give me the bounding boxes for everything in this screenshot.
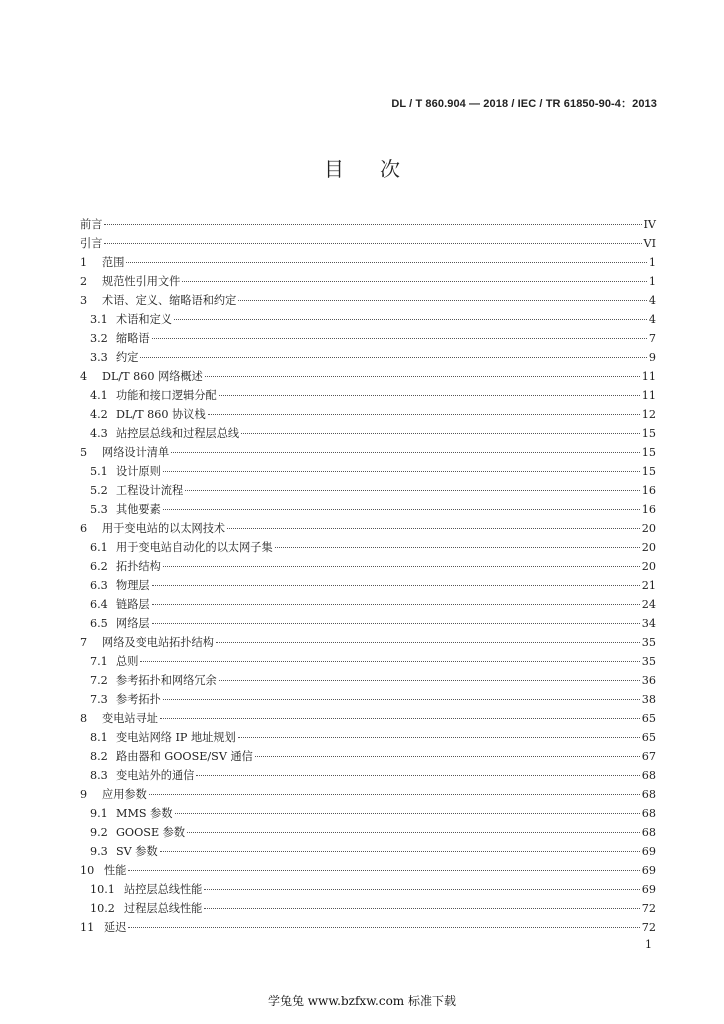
toc-entry-page: 20 [641, 522, 656, 535]
toc-entry[interactable] [80, 424, 656, 443]
toc-entry[interactable] [80, 291, 656, 310]
toc-entry[interactable] [80, 234, 656, 253]
toc-entry-title: 参考拓扑 [116, 693, 161, 706]
toc-entry-page: 20 [641, 541, 656, 554]
toc-entry-number: 6.2 [90, 560, 108, 573]
toc-entry-page: 69 [641, 864, 656, 877]
toc-leader-dots [216, 642, 640, 643]
toc-entry[interactable] [80, 785, 656, 804]
toc-entry[interactable] [80, 519, 656, 538]
toc-entry[interactable] [80, 690, 656, 709]
toc-leader-dots [163, 509, 640, 510]
toc-entry-page: 4 [648, 294, 656, 307]
toc-entry-title: 站控层总线和过程层总线 [116, 427, 240, 440]
toc-entry-number: 7.3 [90, 693, 108, 706]
toc-entry-page: 68 [641, 826, 656, 839]
toc-leader-dots [174, 319, 647, 320]
toc-entry-number: 6.1 [90, 541, 108, 554]
toc-entry[interactable] [80, 899, 656, 918]
toc-leader-dots [208, 414, 640, 415]
toc-entry-title: 设计原则 [116, 465, 161, 478]
toc-entry-number: 5.1 [90, 465, 108, 478]
toc-entry-title: 站控层总线性能 [124, 883, 203, 896]
toc-entry-number: 3.1 [90, 313, 108, 326]
toc-entry-number: 8.3 [90, 769, 108, 782]
toc-leader-dots [204, 889, 639, 890]
toc-entry-number: 4.3 [90, 427, 108, 440]
toc-entry-title: 性能 [104, 864, 127, 877]
toc-entry-page: 65 [641, 731, 656, 744]
toc-entry-title: 其他要素 [116, 503, 161, 516]
toc-entry[interactable] [80, 367, 656, 386]
toc-entry[interactable] [80, 462, 656, 481]
toc-entry[interactable] [80, 728, 656, 747]
toc-entry-page: 20 [641, 560, 656, 573]
toc-leader-dots [128, 927, 639, 928]
toc-leader-dots [126, 262, 646, 263]
toc-leader-dots [219, 395, 640, 396]
toc-leader-dots [255, 756, 640, 757]
toc-entry[interactable] [80, 633, 656, 652]
toc-entry-page: 38 [641, 693, 656, 706]
toc-entry-page: 72 [641, 902, 656, 915]
toc-entry-page: 65 [641, 712, 656, 725]
toc-entry-title: SV 参数 [116, 845, 158, 858]
toc-entry-title: 用于变电站自动化的以太网子集 [116, 541, 273, 554]
toc-entry-number: 3.3 [90, 351, 108, 364]
toc-entry-number: 6 [80, 522, 88, 535]
toc-entry-title: 变电站寻址 [102, 712, 158, 725]
toc-entry-number: 6.5 [90, 617, 108, 630]
toc-entry-title: 过程层总线性能 [124, 902, 203, 915]
toc-entry-title: 功能和接口逻辑分配 [116, 389, 217, 402]
toc-entry-page: 4 [648, 313, 656, 326]
toc-leader-dots [128, 870, 639, 871]
toc-entry-number: 7 [80, 636, 88, 649]
toc-entry-title: 用于变电站的以太网技术 [102, 522, 226, 535]
toc-entry-page: 11 [641, 370, 656, 383]
toc-entry-page: 72 [641, 921, 656, 934]
toc-entry[interactable] [80, 310, 656, 329]
toc-leader-dots [187, 832, 640, 833]
toc-leader-dots [104, 224, 641, 225]
toc-leader-dots [205, 376, 640, 377]
toc-entry-page: IV [643, 218, 656, 231]
toc-leader-dots [275, 547, 640, 548]
toc-entry-title: 路由器和 GOOSE/SV 通信 [116, 750, 253, 763]
toc-entry[interactable] [80, 443, 656, 462]
toc-entry-page: 36 [641, 674, 656, 687]
table-of-contents [80, 215, 656, 937]
toc-entry-title: 术语、定义、缩略语和约定 [102, 294, 237, 307]
toc-entry-number: 8.2 [90, 750, 108, 763]
toc-entry-page: 11 [641, 389, 656, 402]
toc-entry-page: 15 [641, 465, 656, 478]
toc-entry-number: 3 [80, 294, 88, 307]
toc-entry[interactable] [80, 272, 656, 291]
toc-entry-title: MMS 参数 [116, 807, 173, 820]
watermark-footer: 学兔兔 www.bzfxw.com 标准下载 [267, 994, 457, 1008]
toc-entry-number: 10.2 [90, 902, 115, 915]
toc-entry-page: 68 [641, 788, 656, 801]
toc-entry-title: 规范性引用文件 [102, 275, 181, 288]
toc-entry-title: DL/T 860 网络概述 [102, 370, 203, 383]
toc-entry-page: VI [643, 237, 656, 250]
toc-entry[interactable] [80, 671, 656, 690]
toc-entry-page: 16 [641, 484, 656, 497]
page-title: 目次 [324, 157, 436, 181]
toc-leader-dots [152, 604, 640, 605]
toc-leader-dots [160, 718, 640, 719]
toc-entry[interactable] [80, 253, 656, 272]
toc-entry[interactable] [80, 348, 656, 367]
toc-entry-title: 拓扑结构 [116, 560, 161, 573]
toc-entry-title: 延迟 [104, 921, 127, 934]
toc-entry[interactable] [80, 880, 656, 899]
toc-entry-number: 10 [80, 864, 95, 877]
toc-entry-number: 10.1 [90, 883, 115, 896]
toc-entry-number: 3.2 [90, 332, 108, 345]
toc-leader-dots [152, 338, 647, 339]
toc-entry-number: 5.3 [90, 503, 108, 516]
toc-leader-dots [227, 528, 640, 529]
toc-entry[interactable] [80, 481, 656, 500]
toc-entry-title: 术语和定义 [116, 313, 172, 326]
toc-leader-dots [238, 300, 647, 301]
toc-entry-number: 9.1 [90, 807, 108, 820]
toc-entry-page: 15 [641, 427, 656, 440]
toc-leader-dots [163, 566, 640, 567]
toc-entry[interactable] [80, 918, 656, 937]
toc-entry-title: 总则 [116, 655, 139, 668]
toc-leader-dots [140, 661, 639, 662]
toc-leader-dots [196, 775, 639, 776]
toc-entry[interactable] [80, 766, 656, 785]
toc-entry[interactable] [80, 557, 656, 576]
toc-entry-page: 24 [641, 598, 656, 611]
toc-entry-title: 变电站外的通信 [116, 769, 195, 782]
toc-entry-page: 21 [641, 579, 656, 592]
toc-entry-title: DL/T 860 协议栈 [116, 408, 206, 421]
toc-leader-dots [185, 490, 640, 491]
toc-leader-dots [238, 737, 640, 738]
toc-leader-dots [171, 452, 640, 453]
toc-entry-number: 4.2 [90, 408, 108, 421]
toc-entry-number: 11 [80, 921, 95, 934]
toc-leader-dots [241, 433, 640, 434]
toc-entry-page: 7 [648, 332, 656, 345]
toc-leader-dots [204, 908, 639, 909]
toc-entry-title: 应用参数 [102, 788, 147, 801]
toc-leader-dots [140, 357, 646, 358]
page-number: 1 [645, 938, 652, 951]
toc-entry-title: 网络设计清单 [102, 446, 170, 459]
toc-entry-page: 68 [641, 769, 656, 782]
toc-entry-page: 67 [641, 750, 656, 763]
toc-entry[interactable] [80, 215, 656, 234]
toc-entry-number: 9.2 [90, 826, 108, 839]
toc-entry-title: GOOSE 参数 [116, 826, 186, 839]
toc-entry-title: 工程设计流程 [116, 484, 184, 497]
toc-entry[interactable] [80, 405, 656, 424]
toc-entry-title: 范围 [102, 256, 125, 269]
toc-entry[interactable] [80, 576, 656, 595]
toc-leader-dots [163, 699, 640, 700]
toc-leader-dots [219, 680, 640, 681]
toc-entry[interactable] [80, 538, 656, 557]
toc-entry[interactable] [80, 804, 656, 823]
toc-entry-number: 7.2 [90, 674, 108, 687]
toc-entry[interactable] [80, 747, 656, 766]
standard-code-header: DL / T 860.904 — 2018 / IEC / TR 61850-90-4：2013 [391, 98, 657, 110]
toc-entry-number: 1 [80, 256, 88, 269]
toc-entry[interactable] [80, 614, 656, 633]
toc-entry-number: 4 [80, 370, 88, 383]
toc-entry-number: 6.4 [90, 598, 108, 611]
toc-leader-dots [163, 471, 640, 472]
toc-leader-dots [160, 851, 640, 852]
toc-entry-title: 引言 [80, 237, 103, 250]
toc-entry-page: 9 [648, 351, 656, 364]
toc-leader-dots [182, 281, 647, 282]
toc-entry-page: 1 [648, 275, 656, 288]
toc-leader-dots [152, 623, 640, 624]
toc-leader-dots [104, 243, 641, 244]
toc-entry-page: 12 [641, 408, 656, 421]
toc-entry-title: 前言 [80, 218, 103, 231]
toc-entry-title: 约定 [116, 351, 139, 364]
toc-entry-page: 69 [641, 883, 656, 896]
toc-entry-page: 16 [641, 503, 656, 516]
toc-entry-title: 网络层 [116, 617, 150, 630]
toc-entry-page: 15 [641, 446, 656, 459]
toc-entry-page: 69 [641, 845, 656, 858]
toc-entry-number: 8 [80, 712, 88, 725]
toc-entry[interactable] [80, 500, 656, 519]
toc-entry-number: 2 [80, 275, 88, 288]
toc-entry-number: 6.3 [90, 579, 108, 592]
toc-entry-title: 参考拓扑和网络冗余 [116, 674, 217, 687]
toc-entry-title: 变电站网络 IP 地址规划 [116, 731, 236, 744]
toc-leader-dots [152, 585, 640, 586]
toc-leader-dots [175, 813, 640, 814]
toc-entry[interactable] [80, 329, 656, 348]
toc-entry[interactable] [80, 861, 656, 880]
toc-entry-title: 链路层 [116, 598, 150, 611]
toc-entry[interactable] [80, 842, 656, 861]
toc-entry[interactable] [80, 709, 656, 728]
toc-entry-page: 35 [641, 655, 656, 668]
toc-entry[interactable] [80, 595, 656, 614]
toc-entry-page: 68 [641, 807, 656, 820]
toc-entry-number: 9 [80, 788, 88, 801]
toc-entry[interactable] [80, 386, 656, 405]
toc-entry-number: 5 [80, 446, 88, 459]
toc-entry-number: 4.1 [90, 389, 108, 402]
toc-entry-title: 网络及变电站拓扑结构 [102, 636, 214, 649]
toc-entry-number: 8.1 [90, 731, 108, 744]
toc-entry-page: 1 [648, 256, 656, 269]
toc-entry-number: 5.2 [90, 484, 108, 497]
toc-entry-number: 9.3 [90, 845, 108, 858]
toc-entry-page: 35 [641, 636, 656, 649]
toc-entry-title: 缩略语 [116, 332, 150, 345]
toc-entry-number: 7.1 [90, 655, 108, 668]
toc-entry-title: 物理层 [116, 579, 150, 592]
toc-entry-page: 34 [641, 617, 656, 630]
toc-entry[interactable] [80, 652, 656, 671]
toc-entry[interactable] [80, 823, 656, 842]
toc-leader-dots [149, 794, 640, 795]
